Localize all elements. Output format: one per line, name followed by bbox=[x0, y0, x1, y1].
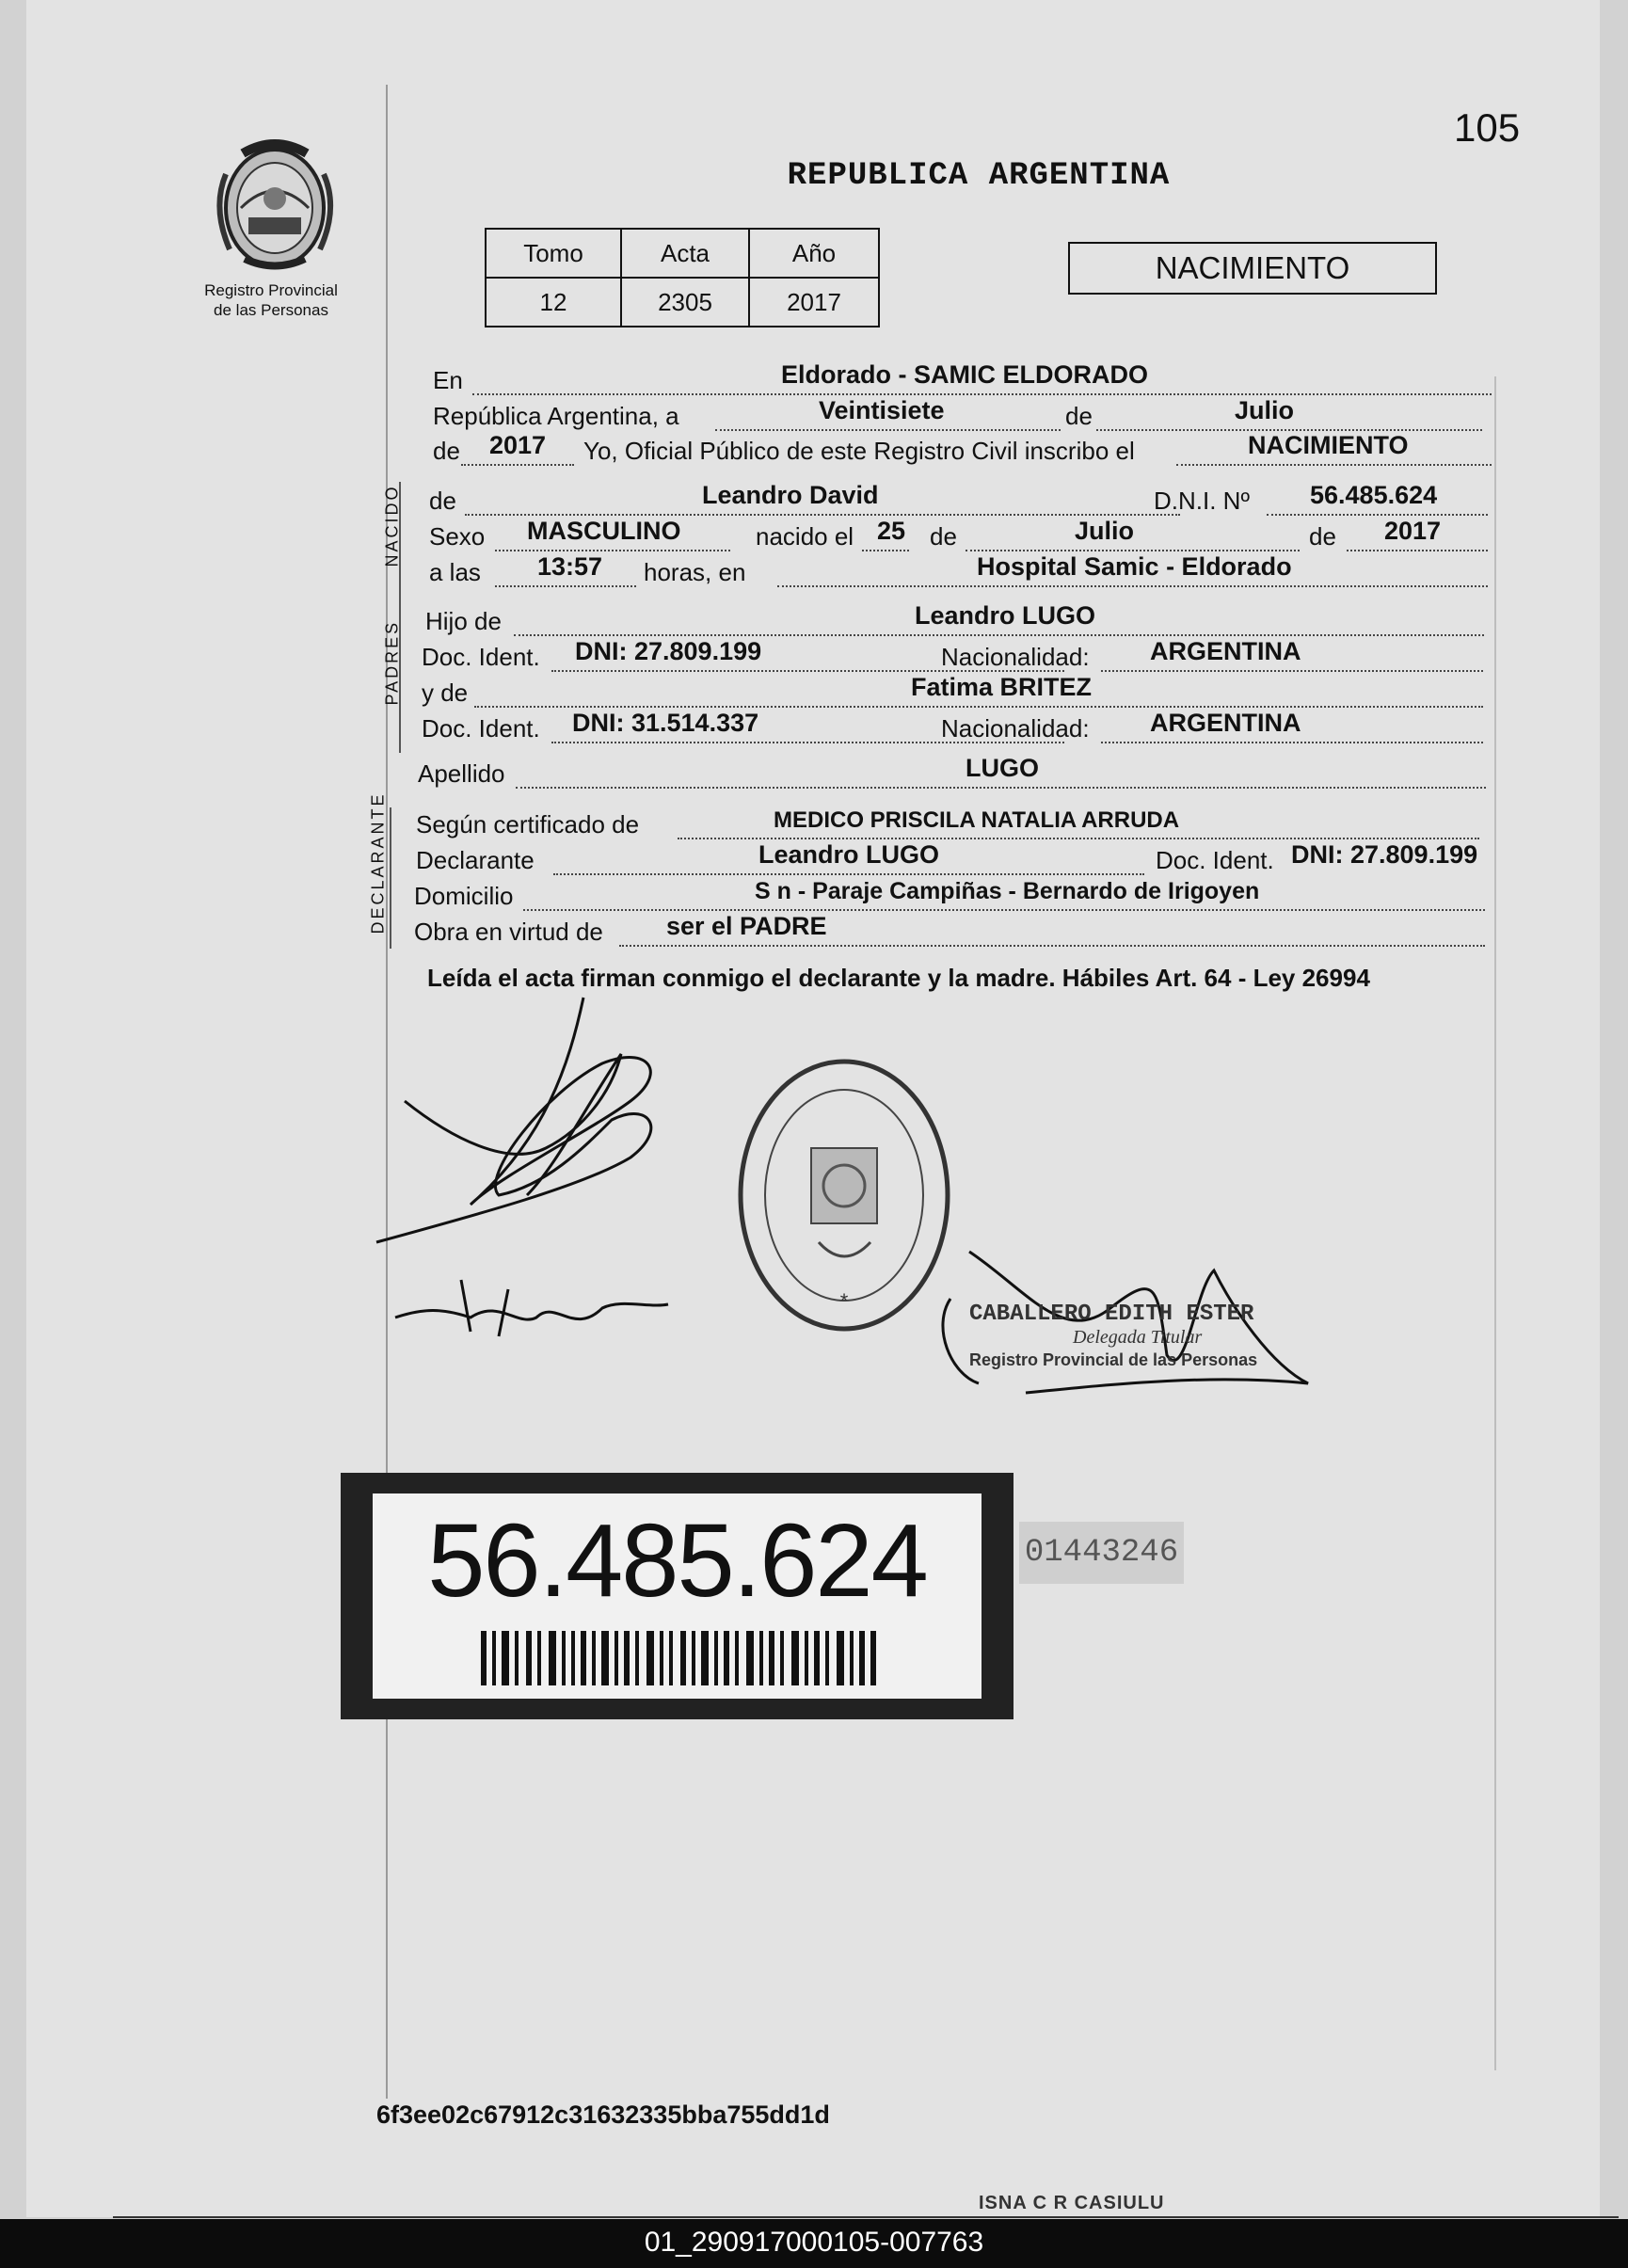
declarant-name: Leandro LUGO bbox=[758, 840, 940, 869]
official-role: Delegada Titular bbox=[1073, 1327, 1203, 1348]
page-number: 105 bbox=[1454, 105, 1521, 150]
a-las-label: a las bbox=[429, 558, 481, 586]
act-type-box: NACIMIENTO bbox=[1068, 242, 1437, 295]
section-label-padres: PADRES bbox=[382, 619, 402, 706]
ano-header: Año bbox=[749, 229, 879, 278]
father-doc: DNI: 27.809.199 bbox=[575, 637, 762, 665]
section-label-nacido: NACIDO bbox=[382, 484, 402, 567]
declarant-doc: DNI: 27.809.199 bbox=[1291, 840, 1478, 869]
dni-barcode bbox=[481, 1631, 876, 1685]
birth-year: 2017 bbox=[1384, 517, 1442, 545]
child-sex: MASCULINO bbox=[527, 517, 681, 545]
row-domicile bbox=[414, 878, 1485, 913]
mother-nationality: ARGENTINA bbox=[1150, 709, 1301, 737]
apellido-value: LUGO bbox=[966, 754, 1039, 782]
row-place bbox=[433, 360, 1492, 397]
row-certificate bbox=[416, 809, 1479, 841]
underlying-page-text: ISNA C R CASIULU bbox=[979, 2193, 1165, 2213]
page-bottom-rule bbox=[113, 2216, 1619, 2218]
registration-day: Veintisiete bbox=[819, 396, 945, 424]
row-declarant bbox=[416, 840, 1487, 877]
reference-table bbox=[485, 228, 880, 327]
row-apellido bbox=[418, 754, 1486, 791]
nacido-label: nacido el bbox=[756, 522, 854, 551]
birth-de-label: de bbox=[930, 522, 957, 551]
en-label: En bbox=[433, 366, 463, 394]
child-name: Leandro David bbox=[702, 481, 879, 509]
birth-time: 13:57 bbox=[537, 552, 603, 581]
registry-name-line2: de las Personas bbox=[214, 301, 328, 319]
registry-name bbox=[177, 280, 365, 320]
acta-value: 2305 bbox=[621, 278, 749, 327]
row-obra bbox=[414, 912, 1485, 949]
section-label-declarante: DECLARANTE bbox=[368, 791, 388, 934]
row-child-name bbox=[429, 481, 1488, 518]
row-year-act bbox=[433, 431, 1492, 468]
footer-id: 01_290917000105-007763 bbox=[644, 2227, 984, 2258]
hijo-label: Hijo de bbox=[425, 607, 502, 635]
republica-label: República Argentina, a bbox=[433, 402, 679, 430]
tomo-value: 12 bbox=[486, 278, 621, 327]
cert-label: Según certificado de bbox=[416, 810, 640, 839]
mother-name: Fatima BRITEZ bbox=[911, 673, 1093, 701]
horas-label: horas, en bbox=[644, 558, 746, 586]
row-mother bbox=[422, 673, 1483, 710]
apellido-label: Apellido bbox=[418, 759, 505, 788]
registration-place: Eldorado - SAMIC ELDORADO bbox=[781, 360, 1148, 389]
de-label: de bbox=[1061, 402, 1096, 431]
birth-day: 25 bbox=[877, 517, 906, 545]
oficial-text: Yo, Oficial Público de este Registro Civil inscribo el bbox=[583, 437, 1135, 465]
declarant-label: Declarante bbox=[416, 846, 535, 874]
certifying-doctor: MEDICO PRISCILA NATALIA ARRUDA bbox=[774, 807, 1180, 833]
registry-stamp bbox=[734, 1054, 955, 1336]
domicile-value: S n - Paraje Campiñas - Bernardo de Irigoyen bbox=[755, 878, 1260, 904]
child-de-label: de bbox=[429, 487, 456, 515]
ano-value: 2017 bbox=[749, 278, 879, 327]
father-nationality-label: Nacionalidad: bbox=[941, 643, 1090, 671]
dni-label: D.N.I. Nº bbox=[1154, 487, 1250, 515]
closing-statement: Leída el acta firman conmigo el declarante y la madre. Hábiles Art. 64 - Ley 26994 bbox=[427, 964, 1370, 992]
obra-label: Obra en virtud de bbox=[414, 918, 603, 946]
acta-header: Acta bbox=[621, 229, 749, 278]
birth-place: Hospital Samic - Eldorado bbox=[977, 552, 1292, 581]
tomo-header: Tomo bbox=[486, 229, 621, 278]
provincial-coat-of-arms-logo bbox=[207, 136, 343, 273]
row-birth-time-place bbox=[429, 552, 1488, 589]
mother-doc: DNI: 31.514.337 bbox=[572, 709, 759, 737]
registration-month: Julio bbox=[1235, 396, 1295, 424]
father-doc-label: Doc. Ident. bbox=[422, 643, 540, 671]
sexo-label: Sexo bbox=[429, 522, 486, 551]
domicile-label: Domicilio bbox=[414, 882, 514, 910]
obra-value: ser el PADRE bbox=[666, 912, 827, 940]
registration-year: 2017 bbox=[489, 431, 547, 459]
de-label-2: de bbox=[433, 437, 460, 465]
birth-de-label-2: de bbox=[1309, 522, 1336, 551]
row-date bbox=[433, 396, 1492, 433]
row-mother-doc bbox=[422, 709, 1483, 745]
declarant-doc-label: Doc. Ident. bbox=[1156, 846, 1274, 874]
act-registered: NACIMIENTO bbox=[1248, 431, 1409, 459]
country-title: REPUBLICA ARGENTINA bbox=[787, 158, 1171, 194]
registry-name-line1: Registro Provincial bbox=[204, 281, 338, 299]
child-dni: 56.485.624 bbox=[1310, 481, 1438, 509]
birth-month: Julio bbox=[1075, 517, 1135, 545]
row-father-doc bbox=[422, 637, 1483, 674]
official-name: CABALLERO EDITH ESTER bbox=[969, 1302, 1254, 1327]
row-sex-birthdate bbox=[429, 517, 1488, 553]
father-name: Leandro LUGO bbox=[915, 601, 1096, 630]
right-margin-rule bbox=[1494, 376, 1496, 2070]
row-father bbox=[425, 601, 1484, 638]
svg-text:*: * bbox=[839, 1289, 849, 1313]
mother-nationality-label: Nacionalidad: bbox=[941, 714, 1090, 743]
serial-number: 01443246 bbox=[1019, 1522, 1184, 1584]
dni-number: 56.485.624 bbox=[427, 1503, 927, 1619]
mother-doc-label: Doc. Ident. bbox=[422, 714, 540, 743]
footer-bar bbox=[0, 2219, 1628, 2268]
y-de-label: y de bbox=[422, 679, 469, 707]
father-nationality: ARGENTINA bbox=[1150, 637, 1301, 665]
official-name-seal bbox=[969, 1303, 1257, 1371]
dni-number-label bbox=[341, 1473, 1014, 1719]
official-office: Registro Provincial de las Personas bbox=[969, 1350, 1258, 1369]
document-hash: 6f3ee02c67912c31632335bba755dd1d bbox=[376, 2100, 830, 2129]
